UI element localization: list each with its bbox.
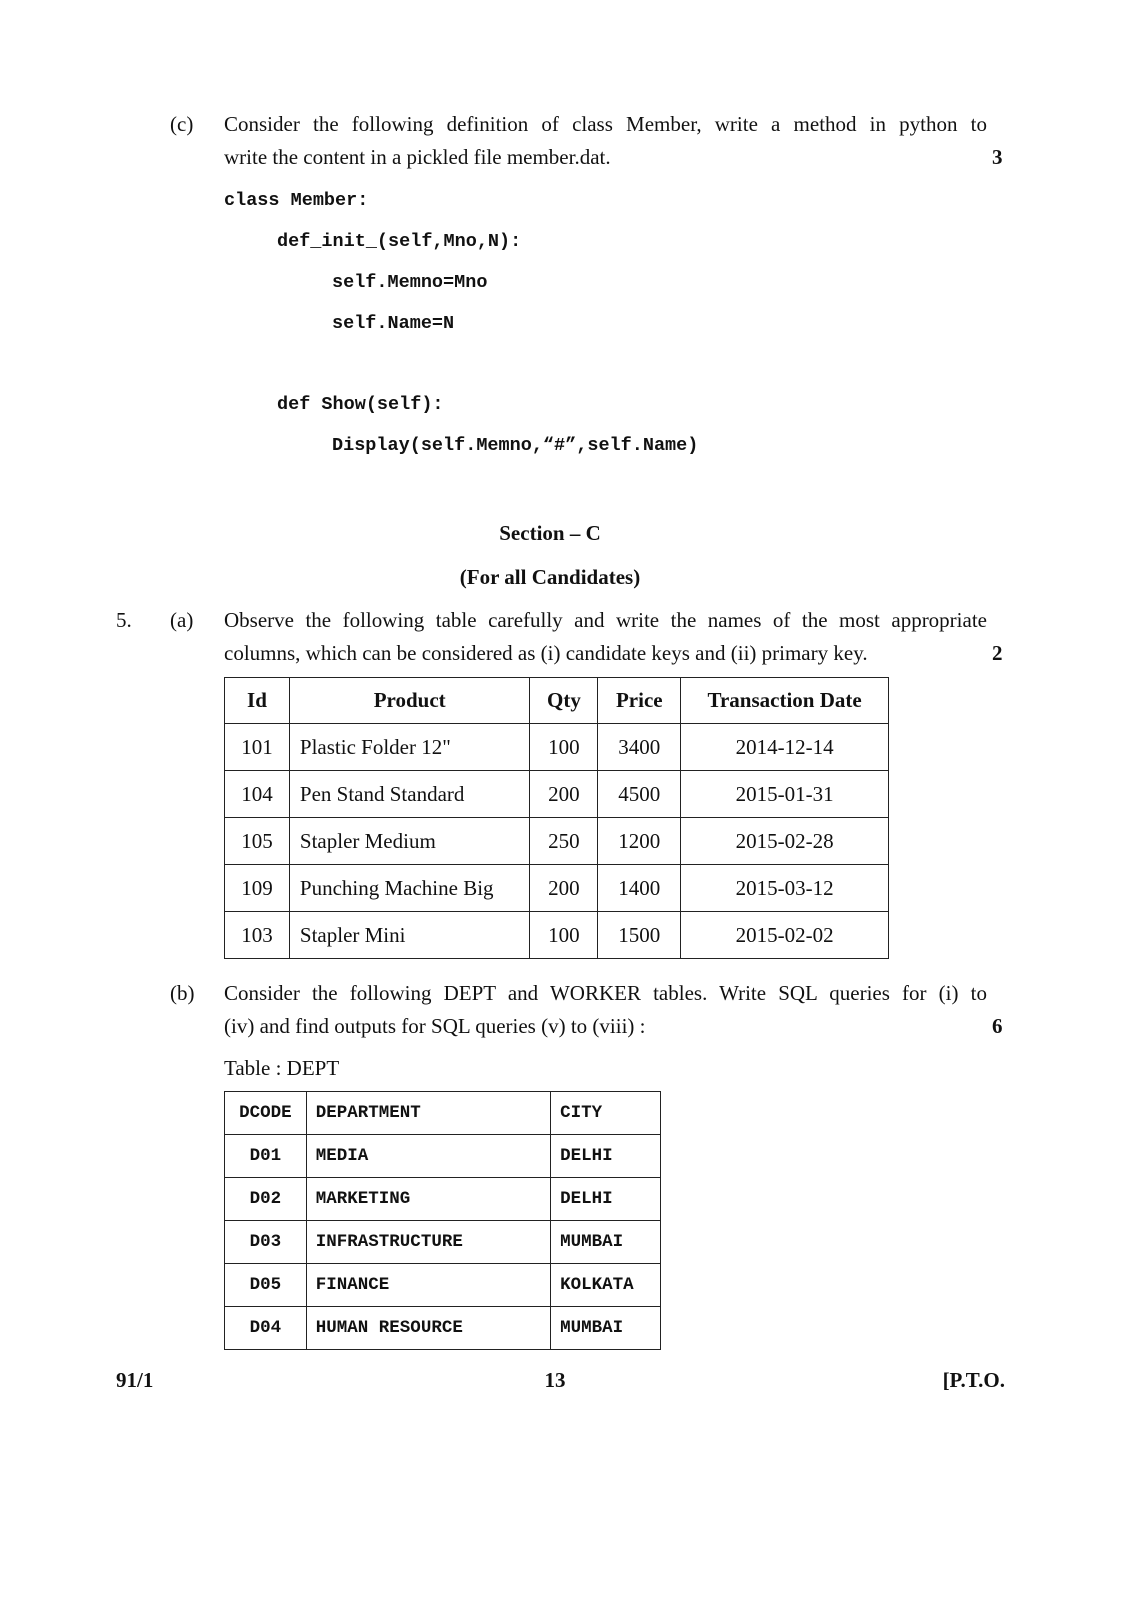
table-header-row <box>225 678 889 724</box>
table-row <box>225 818 889 865</box>
table-row <box>225 912 889 959</box>
cell-price: 3400 <box>598 724 681 771</box>
header-qty: Qty <box>530 678 598 724</box>
header-department: DEPARTMENT <box>306 1092 550 1135</box>
cell-id: 104 <box>225 771 290 818</box>
cell-id: 105 <box>225 818 290 865</box>
cell-qty: 250 <box>530 818 598 865</box>
cell-id: 103 <box>225 912 290 959</box>
cell-department: INFRASTRUCTURE <box>306 1221 550 1264</box>
cell-city: DELHI <box>551 1178 661 1221</box>
q4c-label: (c) <box>170 112 194 136</box>
table-row <box>225 724 889 771</box>
code-line-memno: self.Memno=Mno <box>332 272 488 293</box>
q4c-line2: write the content in a pickled file member.dat. <box>224 145 611 169</box>
header-transaction-date: Transaction Date <box>681 678 889 724</box>
cell-product: Stapler Mini <box>289 912 530 959</box>
q4c-marks: 3 <box>992 145 1003 169</box>
table-header-row <box>225 1092 661 1135</box>
cell-date: 2015-02-28 <box>681 818 889 865</box>
cell-price: 1400 <box>598 865 681 912</box>
header-price: Price <box>598 678 681 724</box>
dept-table-caption: Table : DEPT <box>224 1056 340 1080</box>
cell-qty: 200 <box>530 865 598 912</box>
cell-dcode: D03 <box>225 1221 307 1264</box>
cell-city: MUMBAI <box>551 1221 661 1264</box>
code-line-show: def Show(self): <box>277 394 444 415</box>
table-row <box>225 1307 661 1350</box>
transaction-table <box>224 677 889 959</box>
section-title: Section – C <box>499 521 601 545</box>
cell-city: KOLKATA <box>551 1264 661 1307</box>
cell-date: 2014-12-14 <box>681 724 889 771</box>
cell-id: 101 <box>225 724 290 771</box>
cell-city: MUMBAI <box>551 1307 661 1350</box>
cell-dcode: D04 <box>225 1307 307 1350</box>
table-row <box>225 771 889 818</box>
q5a-label: (a) <box>170 608 194 632</box>
table-row <box>225 1135 661 1178</box>
q5a-marks: 2 <box>992 641 1003 665</box>
cell-product: Plastic Folder 12" <box>289 724 530 771</box>
cell-qty: 200 <box>530 771 598 818</box>
table-row <box>225 1221 661 1264</box>
table-row <box>225 1264 661 1307</box>
cell-department: HUMAN RESOURCE <box>306 1307 550 1350</box>
cell-dcode: D01 <box>225 1135 307 1178</box>
q5a-line2: columns, which can be considered as (i) candidate keys and (ii) primary key. <box>224 641 868 665</box>
cell-qty: 100 <box>530 912 598 959</box>
table-row <box>225 865 889 912</box>
cell-date: 2015-01-31 <box>681 771 889 818</box>
header-product: Product <box>289 678 530 724</box>
q5a-line1: Observe the following table carefully and write the names of the most appropriate <box>224 608 987 632</box>
cell-id: 109 <box>225 865 290 912</box>
q5-number: 5. <box>116 608 132 632</box>
header-dcode: DCODE <box>225 1092 307 1135</box>
cell-price: 1500 <box>598 912 681 959</box>
code-line-class: class Member: <box>224 190 369 211</box>
q5b-line2: (iv) and find outputs for SQL queries (v) to (viii) : <box>224 1014 646 1038</box>
q4c-line1: Consider the following definition of class Member, write a method in python to <box>224 112 987 136</box>
footer-pto: [P.T.O. <box>942 1368 1005 1392</box>
dept-table <box>224 1091 661 1350</box>
code-line-init: def_init_(self,Mno,N): <box>277 231 522 252</box>
cell-city: DELHI <box>551 1135 661 1178</box>
q5b-label: (b) <box>170 981 195 1005</box>
cell-department: MARKETING <box>306 1178 550 1221</box>
cell-price: 1200 <box>598 818 681 865</box>
q5b-line1: Consider the following DEPT and WORKER tables. Write SQL queries for (i) to <box>224 981 987 1005</box>
cell-date: 2015-02-02 <box>681 912 889 959</box>
table-row <box>225 1178 661 1221</box>
cell-department: MEDIA <box>306 1135 550 1178</box>
code-line-display: Display(self.Memno,“#”,self.Name) <box>332 435 699 456</box>
cell-product: Punching Machine Big <box>289 865 530 912</box>
section-subtitle: (For all Candidates) <box>459 565 641 589</box>
cell-date: 2015-03-12 <box>681 865 889 912</box>
header-id: Id <box>225 678 290 724</box>
header-city: CITY <box>551 1092 661 1135</box>
cell-qty: 100 <box>530 724 598 771</box>
code-line-name: self.Name=N <box>332 313 455 334</box>
cell-dcode: D02 <box>225 1178 307 1221</box>
cell-price: 4500 <box>598 771 681 818</box>
cell-product: Pen Stand Standard <box>289 771 530 818</box>
footer-page-number: 13 <box>544 1368 566 1392</box>
cell-dcode: D05 <box>225 1264 307 1307</box>
cell-department: FINANCE <box>306 1264 550 1307</box>
q5b-marks: 6 <box>992 1014 1003 1038</box>
footer-code: 91/1 <box>116 1368 154 1392</box>
cell-product: Stapler Medium <box>289 818 530 865</box>
